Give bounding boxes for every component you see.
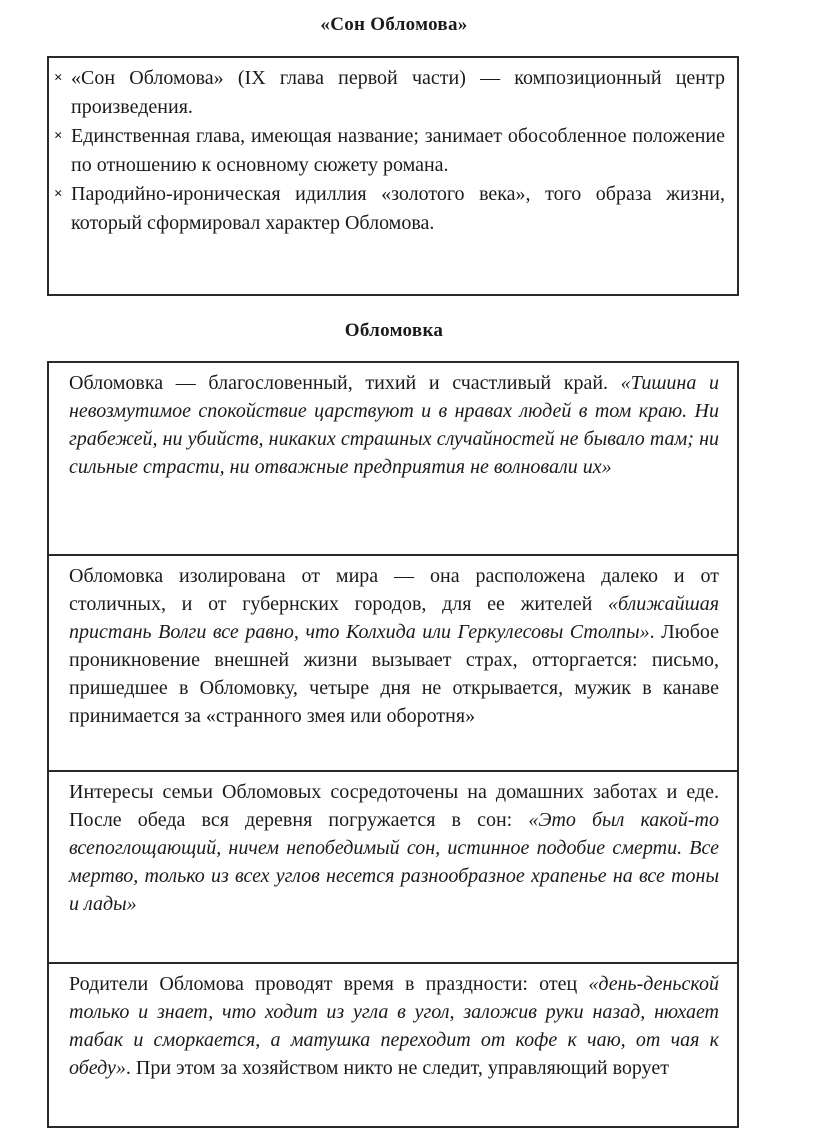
table-row <box>49 964 737 1126</box>
bullet-text: Пародийно-ироническая идиллия «золотого века», того образа жизни, который сформировал характер Обломова. <box>71 183 725 234</box>
row-text: Обломовка — благословенный, тихий и счастливый край. <box>69 372 621 394</box>
section-title-oblomovka: Обломовка <box>344 320 444 341</box>
bullet-item <box>54 122 725 180</box>
cross-bullet-icon: × <box>54 186 63 202</box>
row-text-after: . Любое проникновение внешней жизни вызывает страх, отторгается: письмо, пришедшее в Обломовку, четыре дня не открывается, мужик в канаве принимается за «странного змея или оборотня» <box>69 621 719 727</box>
row-text-after: . При этом за хозяйством никто не следит, управляющий ворует <box>125 1057 669 1079</box>
row-quote: «день-деньской только и знает, что ходит из угла в угол, заложив руки назад, нюхает табак и сморкается, а матушка переходит от кофе к чаю, от чая к обеду» <box>69 973 719 1079</box>
table-row <box>49 556 737 772</box>
row-text: Интересы семьи Обломовых сосредоточены на домашних заботах и еде. После обеда вся деревня погружается в сон: <box>69 781 719 831</box>
bullet-text: Единственная глава, имеющая название; занимает обособленное положение по отношению к основному сюжету романа. <box>71 125 725 176</box>
bullet-item <box>54 64 725 122</box>
bullet-text: «Сон Обломова» (IX глава первой части) — композиционный центр произведения. <box>71 67 725 118</box>
row-quote: «Это был какой-то всепоглощающий, ничем непобедимый сон, истинное подобие смерти. Все мертво, только из всех углов несется разнообразное храпенье на все тоны и лады» <box>69 809 719 915</box>
row-text: Обломовка изолирована от мира — она расположена далеко и от столичных, и от губернских городов, для ее жителей <box>69 565 719 615</box>
row-quote: «ближайшая пристань Волги все равно, что Колхида или Геркулесовы Столпы» <box>69 593 719 643</box>
row-text: Родители Обломова проводят время в праздности: отец <box>69 973 589 995</box>
table-row <box>49 363 737 556</box>
bullet-box <box>47 56 739 296</box>
cross-bullet-icon: × <box>54 70 63 86</box>
row-quote: «Тишина и невозмутимое спокойствие царствуют и в нравах людей в том краю. Ни грабежей, ни убийств, никаких страшных случайностей не бывало там; ни сильные страсти, ни отважные предприятия не волновали их» <box>69 372 719 478</box>
bullet-item <box>54 180 725 238</box>
cross-bullet-icon: × <box>54 128 63 144</box>
oblomovka-table <box>47 361 739 1128</box>
section-title-son-oblomova: «Сон Обломова» <box>320 14 468 35</box>
table-row <box>49 772 737 964</box>
